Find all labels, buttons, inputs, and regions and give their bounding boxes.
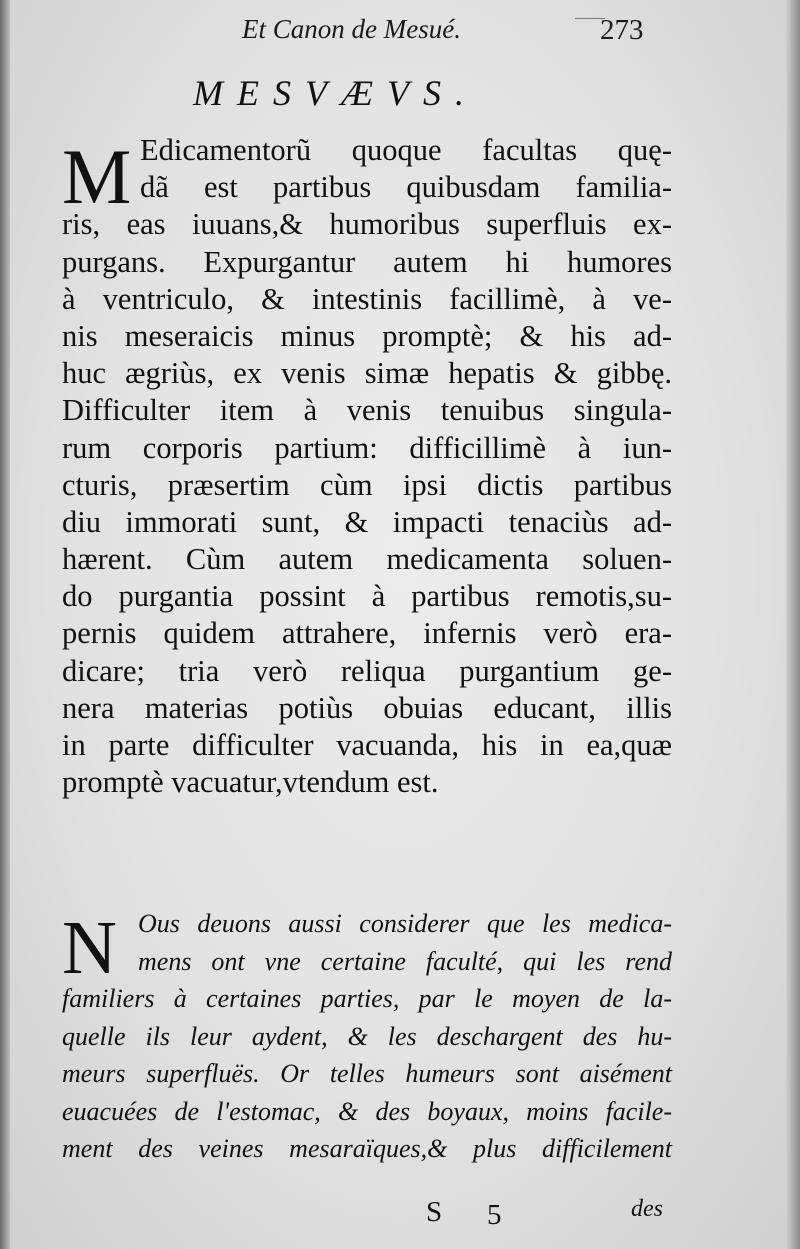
latin-line: rum corporis partium: difficillimè à iun- <box>62 430 672 465</box>
latin-line: ris, eas iuuans,& humoribus superfluis ex- <box>62 207 672 242</box>
page-left-edge <box>0 0 10 1249</box>
french-drop-cap: N <box>62 906 117 990</box>
latin-line: nera materias potiùs obuias educant, illis <box>62 690 672 725</box>
latin-line: Edicamentorũ quoque facultas quę- <box>140 133 672 167</box>
latin-line: Difficulter item à venis tenuibus singula- <box>62 393 672 428</box>
latin-drop-cap: M <box>62 133 132 220</box>
page-right-edge <box>786 0 800 1249</box>
latin-line: purgans. Expurgantur autem hi humores <box>62 244 672 279</box>
latin-paragraph <box>62 132 672 801</box>
latin-line: diu immorati sunt, & impacti tenaciùs ad- <box>62 504 672 539</box>
latin-line: hærent. Cùm autem medicamenta soluen- <box>62 542 672 577</box>
signature-mark: S <box>426 1196 443 1228</box>
french-line: euacuées de l'estomac, & des boyaux, moins facile- <box>62 1096 672 1126</box>
running-head: Et Canon de Mesué. <box>242 14 461 44</box>
latin-line: dã est partibus quibusdam familia- <box>140 170 672 205</box>
signature-number: 5 <box>487 1199 502 1231</box>
latin-line: promptè vacuatur,vtendum est. <box>62 765 439 800</box>
latin-line: huc ægriùs, ex venis simæ hepatis & gibbę. <box>62 356 672 391</box>
catchword: des <box>631 1196 663 1222</box>
french-paragraph <box>62 905 672 1168</box>
french-line: meurs superfluës. Or telles humeurs sont aisément <box>62 1059 672 1088</box>
french-line: familiers à certaines parties, par le moyen de la- <box>62 984 672 1013</box>
latin-line: in parte difficulter vacuanda, his in ea,quæ <box>62 728 672 762</box>
french-line: mens ont vne certaine faculté, qui les rend <box>138 946 672 976</box>
french-line: ment des veines mesaraïques,& plus difficilement <box>62 1134 672 1163</box>
french-line: Ous deuons aussi considerer que les medica- <box>138 909 672 938</box>
latin-line: dicare; tria verò reliqua purgantium ge- <box>62 653 672 688</box>
page-number: 273 <box>600 14 644 46</box>
latin-line: pernis quidem attrahere, infernis verò era- <box>62 616 672 651</box>
latin-line: nis meseraicis minus promptè; & his ad- <box>62 318 672 353</box>
section-title: MESVÆVS. <box>193 73 478 113</box>
french-line: quelle ils leur aydent, & les deschargent des hu- <box>62 1021 672 1051</box>
latin-line: à ventriculo, & intestinis facillimè, à ve- <box>62 281 672 316</box>
latin-line: cturis, præsertim cùm ipsi dictis partibus <box>62 467 672 502</box>
latin-line: do purgantia possint à partibus remotis,su- <box>62 579 672 614</box>
